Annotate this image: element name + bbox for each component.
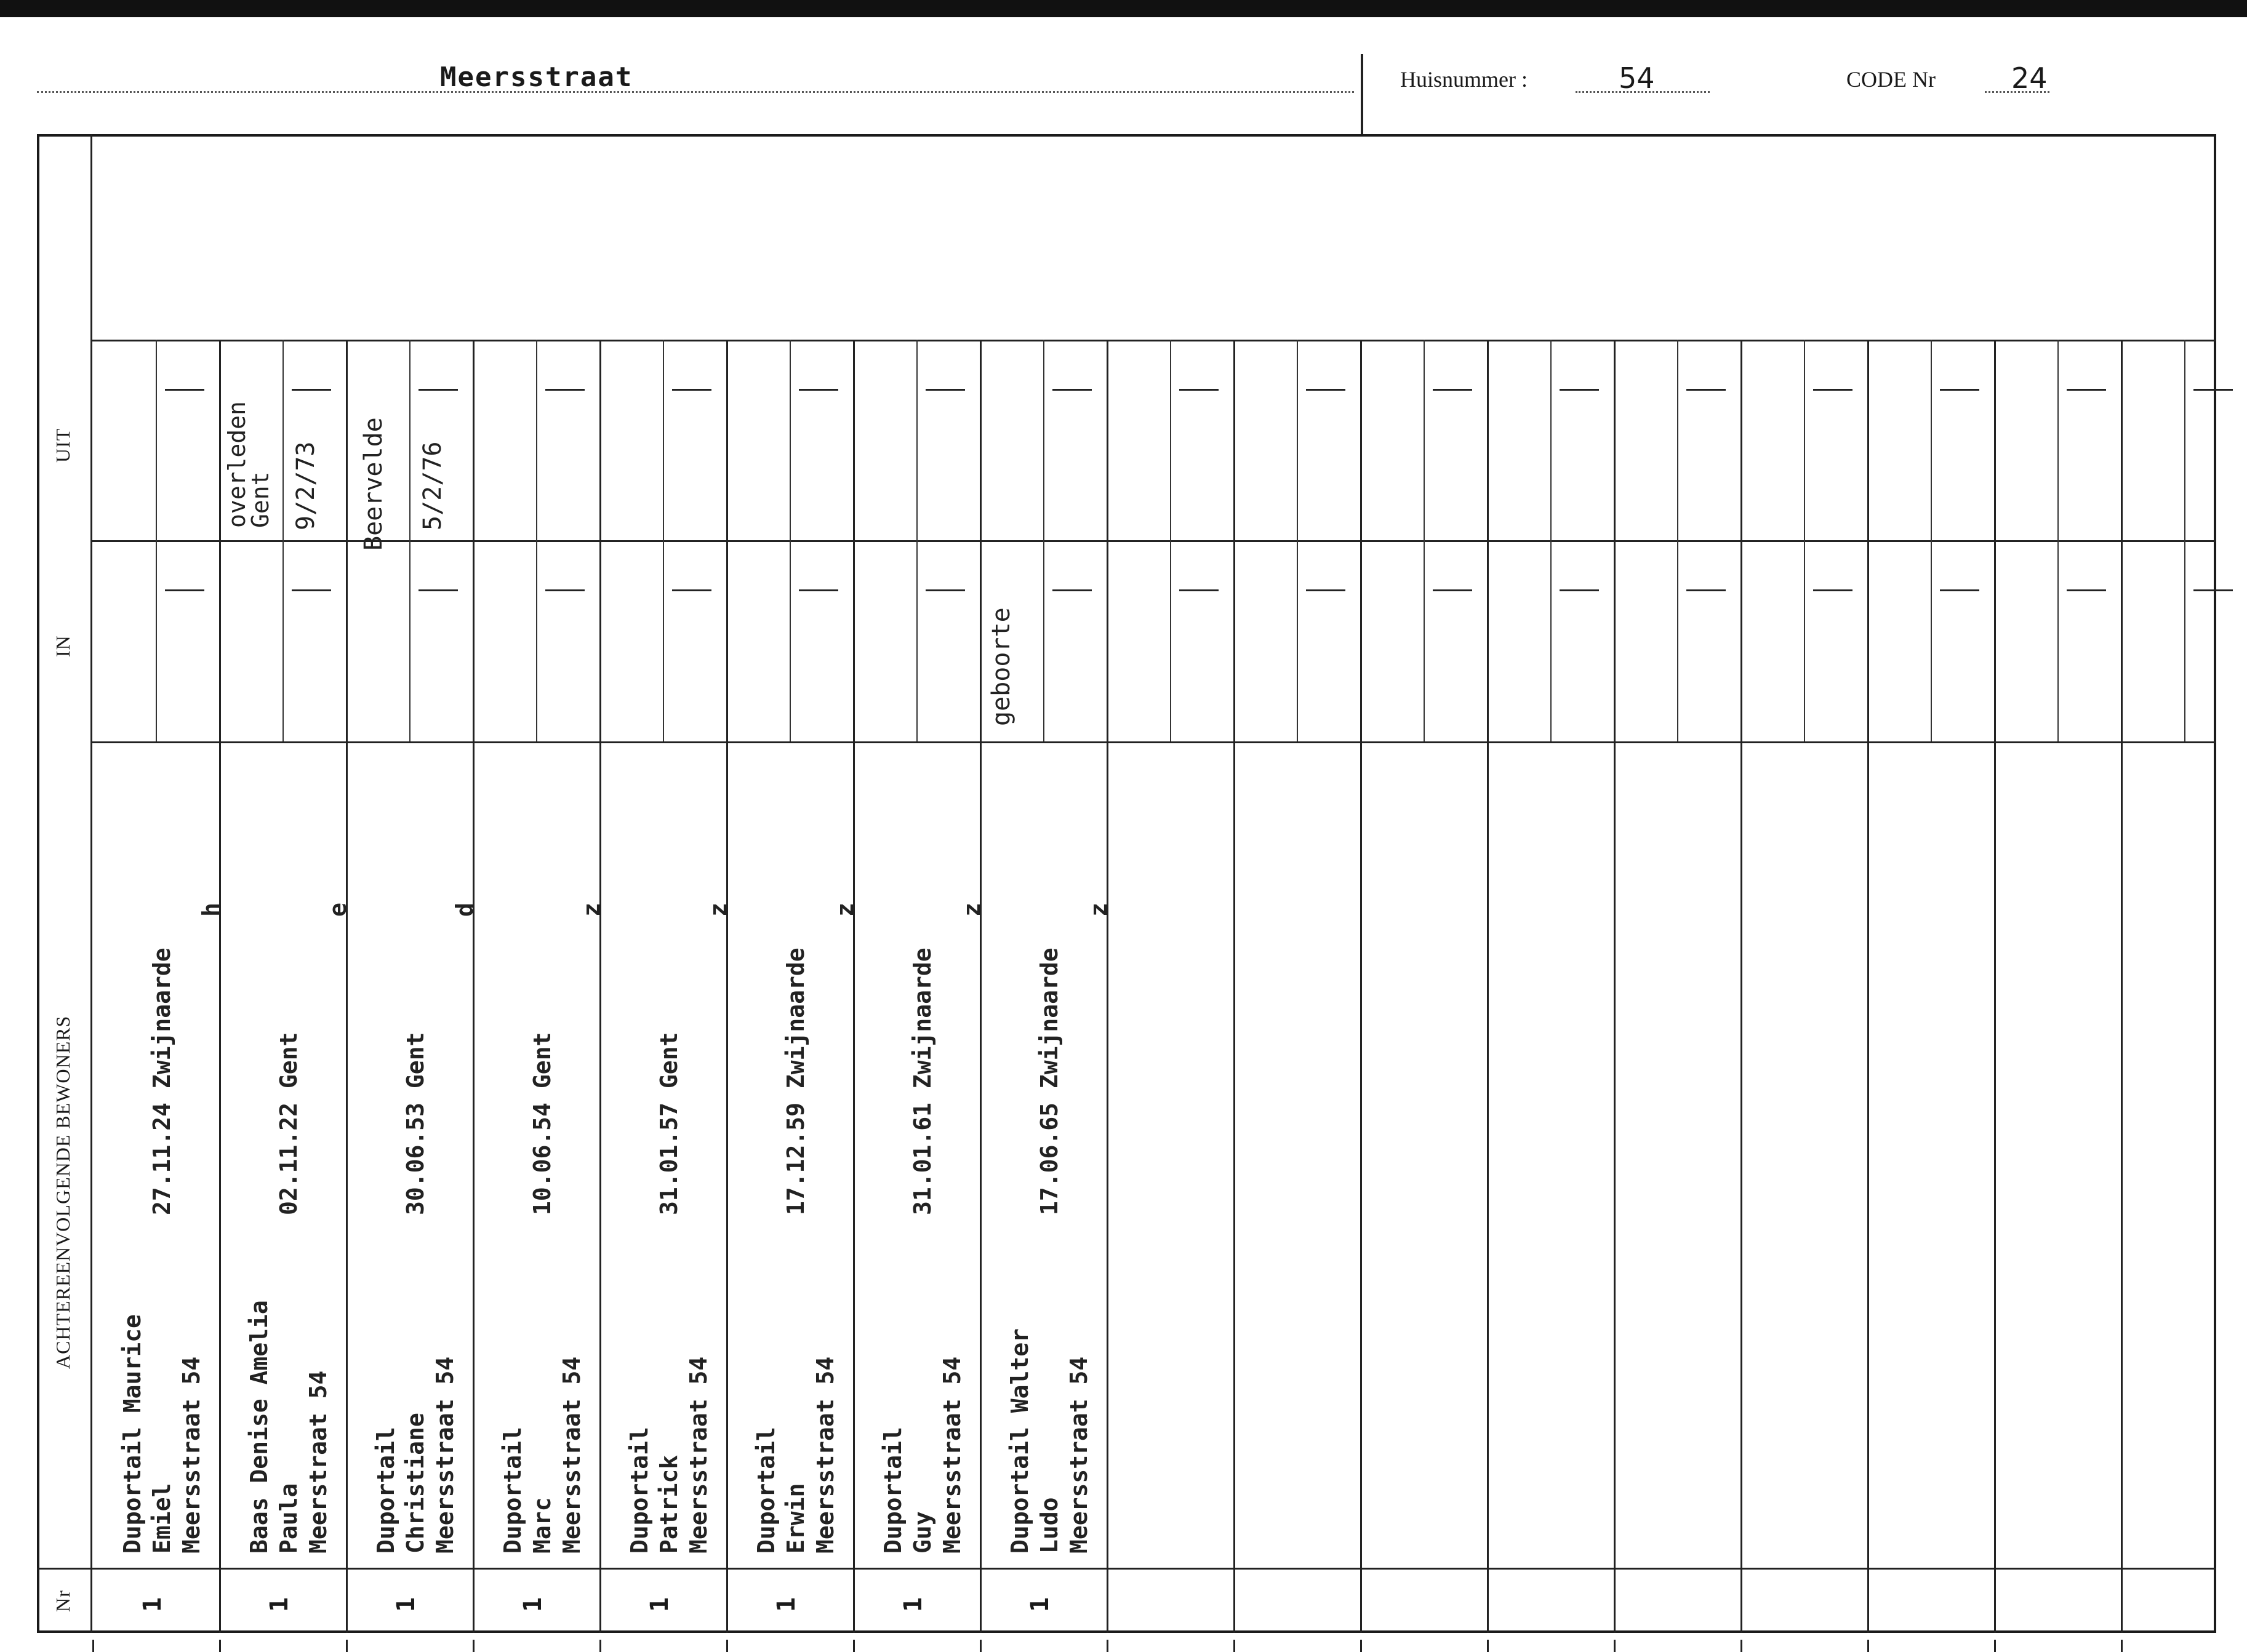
- resident-code: e: [324, 903, 351, 917]
- section-label-in: IN: [52, 635, 74, 657]
- resident-uit-reason: Beervelde: [359, 417, 388, 551]
- uit-in-subdivider: [790, 340, 791, 741]
- uit-in-subdivider: [282, 340, 284, 741]
- resident-address: Meersstraat 54: [812, 1356, 839, 1554]
- uit-dash: [419, 389, 458, 391]
- resident-name-line-1: Duportail: [626, 1427, 653, 1554]
- resident-name-line-1: Duportail: [879, 1427, 907, 1554]
- column-divider: [219, 340, 221, 1633]
- uit-dash: [926, 389, 965, 391]
- resident-code: z: [958, 903, 985, 917]
- resident-name-line-1: Duportail: [499, 1427, 526, 1554]
- uit-dash: [672, 389, 711, 391]
- resident-address: Meersstraat 54: [558, 1356, 585, 1554]
- header-separator: [1361, 54, 1363, 135]
- in-dash: [545, 589, 585, 591]
- resident-birth: 30.06.53 Gent: [402, 1032, 429, 1215]
- uit-dash: [165, 389, 204, 391]
- resident-name-line-2: Paula: [275, 1483, 302, 1554]
- uit-in-subdivider: [536, 340, 537, 741]
- section-label-nr: Nr: [52, 1590, 74, 1612]
- resident-address: Meersstraat 54: [431, 1356, 459, 1554]
- in-dash: [1560, 589, 1599, 591]
- column-divider: [1233, 340, 1235, 1633]
- bottom-tick: [1487, 1640, 1489, 1652]
- bottom-tick: [1107, 1640, 1108, 1652]
- house-number-label: Huisnummer :: [1400, 67, 1528, 92]
- uit-dash: [1433, 389, 1472, 391]
- resident-address: Meersstraat 54: [685, 1356, 712, 1554]
- code-value: 24: [2011, 62, 2048, 95]
- uit-in-subdivider: [1550, 340, 1552, 741]
- bottom-tick: [1994, 1640, 1996, 1652]
- uit-dash: [545, 389, 585, 391]
- bottom-tick: [1614, 1640, 1616, 1652]
- bottom-tick: [473, 1640, 475, 1652]
- column-divider: [1994, 340, 1996, 1633]
- in-dash: [2193, 589, 2233, 591]
- in-dash: [672, 589, 711, 591]
- in-dash: [165, 589, 204, 591]
- resident-uit-date: 9/2/73: [292, 441, 320, 530]
- uit-in-subdivider: [1804, 340, 1805, 741]
- resident-nr: 1: [772, 1597, 801, 1613]
- bottom-tick: [1233, 1640, 1235, 1652]
- uit-dash: [1560, 389, 1599, 391]
- resident-birth: 10.06.54 Gent: [529, 1032, 556, 1215]
- column-divider: [346, 340, 348, 1633]
- street-name: Meersstraat: [440, 62, 633, 93]
- resident-nr: 1: [1026, 1597, 1055, 1613]
- section-label-uit: UIT: [52, 428, 74, 463]
- resident-nr: 1: [646, 1597, 675, 1613]
- column-divider: [1360, 340, 1362, 1633]
- bottom-tick: [726, 1640, 728, 1652]
- resident-nr: 1: [138, 1597, 167, 1613]
- resident-code: d: [451, 903, 478, 917]
- column-divider: [853, 340, 855, 1633]
- resident-birth: 17.06.65 Zwijnaarde: [1036, 948, 1063, 1215]
- house-number-value: 54: [1619, 62, 1655, 95]
- resident-code: z: [1085, 903, 1112, 917]
- uit-in-subdivider: [1043, 340, 1044, 741]
- column-divider: [2121, 340, 2123, 1633]
- resident-name-line-2: Guy: [909, 1511, 936, 1554]
- in-dash: [419, 589, 458, 591]
- line-in-residents: [92, 741, 2216, 743]
- bottom-tick: [92, 1640, 94, 1652]
- uit-in-subdivider: [1931, 340, 1932, 741]
- in-dash: [799, 589, 838, 591]
- bottom-tick: [1360, 1640, 1362, 1652]
- resident-name-line-1: Duportail: [753, 1427, 780, 1554]
- resident-uit-reason: overleden Gent: [223, 401, 274, 528]
- uit-in-subdivider: [1424, 340, 1425, 741]
- column-divider: [1614, 340, 1616, 1633]
- resident-code: z: [831, 903, 859, 917]
- in-dash: [1052, 589, 1092, 591]
- column-divider: [1487, 340, 1489, 1633]
- resident-birth: 27.11.24 Zwijnaarde: [148, 948, 175, 1215]
- resident-name-line-1: Duportail Walter: [1006, 1328, 1033, 1554]
- resident-address: Meersstraat 54: [1065, 1356, 1092, 1554]
- resident-address: Meersstraat 54: [939, 1356, 966, 1554]
- uit-dash: [1940, 389, 1979, 391]
- bottom-tick: [980, 1640, 982, 1652]
- resident-in-reason: geboorte: [987, 607, 1015, 726]
- resident-name-line-2: Erwin: [782, 1483, 809, 1554]
- resident-name-line-1: Duportail: [372, 1427, 399, 1554]
- in-dash: [1813, 589, 1852, 591]
- uit-in-subdivider: [2184, 340, 2185, 741]
- uit-in-subdivider: [2057, 340, 2059, 741]
- resident-name-line-2: Emiel: [148, 1483, 175, 1554]
- in-dash: [1179, 589, 1219, 591]
- column-divider: [473, 340, 475, 1633]
- uit-in-subdivider: [409, 340, 411, 741]
- uit-in-subdivider: [1677, 340, 1678, 741]
- line-uit-in: [92, 540, 2216, 542]
- label-column-divider: [90, 134, 92, 1633]
- resident-birth: 02.11.22 Gent: [275, 1032, 302, 1215]
- column-divider: [726, 340, 728, 1633]
- uit-in-subdivider: [1170, 340, 1171, 741]
- resident-code: z: [578, 903, 605, 917]
- uit-dash: [2067, 389, 2106, 391]
- uit-in-subdivider: [663, 340, 664, 741]
- bottom-tick: [599, 1640, 601, 1652]
- column-divider: [980, 340, 982, 1633]
- resident-birth: 31.01.57 Gent: [655, 1032, 683, 1215]
- in-dash: [2067, 589, 2106, 591]
- uit-in-subdivider: [916, 340, 918, 741]
- line-uit-top: [92, 340, 2216, 341]
- resident-code: h: [198, 903, 225, 917]
- in-dash: [1306, 589, 1345, 591]
- resident-name-line-1: Baas Denise Amelia: [246, 1300, 273, 1554]
- resident-name-line-2: Marc: [529, 1497, 556, 1554]
- resident-birth: 31.01.61 Zwijnaarde: [909, 948, 936, 1215]
- uit-dash: [799, 389, 838, 391]
- resident-nr: 1: [392, 1597, 421, 1613]
- bottom-tick: [1867, 1640, 1869, 1652]
- in-dash: [1433, 589, 1472, 591]
- resident-nr: 1: [519, 1597, 548, 1613]
- street-dotted-line: [37, 91, 1354, 93]
- resident-code: z: [705, 903, 732, 917]
- in-dash: [1686, 589, 1726, 591]
- uit-dash: [2193, 389, 2233, 391]
- resident-uit-date: 5/2/76: [419, 441, 447, 530]
- in-dash: [292, 589, 331, 591]
- column-divider: [1107, 340, 1108, 1633]
- code-label: CODE Nr: [1846, 67, 1936, 92]
- resident-nr: 1: [265, 1597, 294, 1613]
- in-dash: [1940, 589, 1979, 591]
- bottom-tick: [2121, 1640, 2123, 1652]
- resident-name-line-2: Christiane: [402, 1413, 429, 1554]
- uit-dash: [1179, 389, 1219, 391]
- resident-address: Meerstraat 54: [305, 1370, 332, 1554]
- uit-in-subdivider: [156, 340, 157, 741]
- section-label-residents: ACHTEREENVOLGENDE BEWONERS: [52, 1015, 74, 1369]
- uit-dash: [1306, 389, 1345, 391]
- resident-nr: 1: [899, 1597, 928, 1613]
- in-dash: [926, 589, 965, 591]
- column-divider: [1867, 340, 1869, 1633]
- uit-dash: [292, 389, 331, 391]
- uit-dash: [1686, 389, 1726, 391]
- uit-dash: [1813, 389, 1852, 391]
- bottom-tick: [219, 1640, 221, 1652]
- column-divider: [1740, 340, 1742, 1633]
- bottom-tick: [853, 1640, 855, 1652]
- top-dark-bar: [0, 0, 2247, 17]
- resident-name-line-1: Duportail Maurice: [119, 1314, 146, 1554]
- uit-in-subdivider: [1297, 340, 1298, 741]
- column-divider: [599, 340, 601, 1633]
- register-table-frame: [37, 134, 2216, 1633]
- resident-birth: 17.12.59 Zwijnaarde: [782, 948, 809, 1215]
- line-residents-nr: [37, 1568, 2216, 1570]
- uit-dash: [1052, 389, 1092, 391]
- resident-name-line-2: Ludo: [1036, 1497, 1063, 1554]
- bottom-tick: [1740, 1640, 1742, 1652]
- resident-name-line-2: Patrick: [655, 1454, 683, 1554]
- bottom-tick: [346, 1640, 348, 1652]
- resident-address: Meersstraat 54: [178, 1356, 205, 1554]
